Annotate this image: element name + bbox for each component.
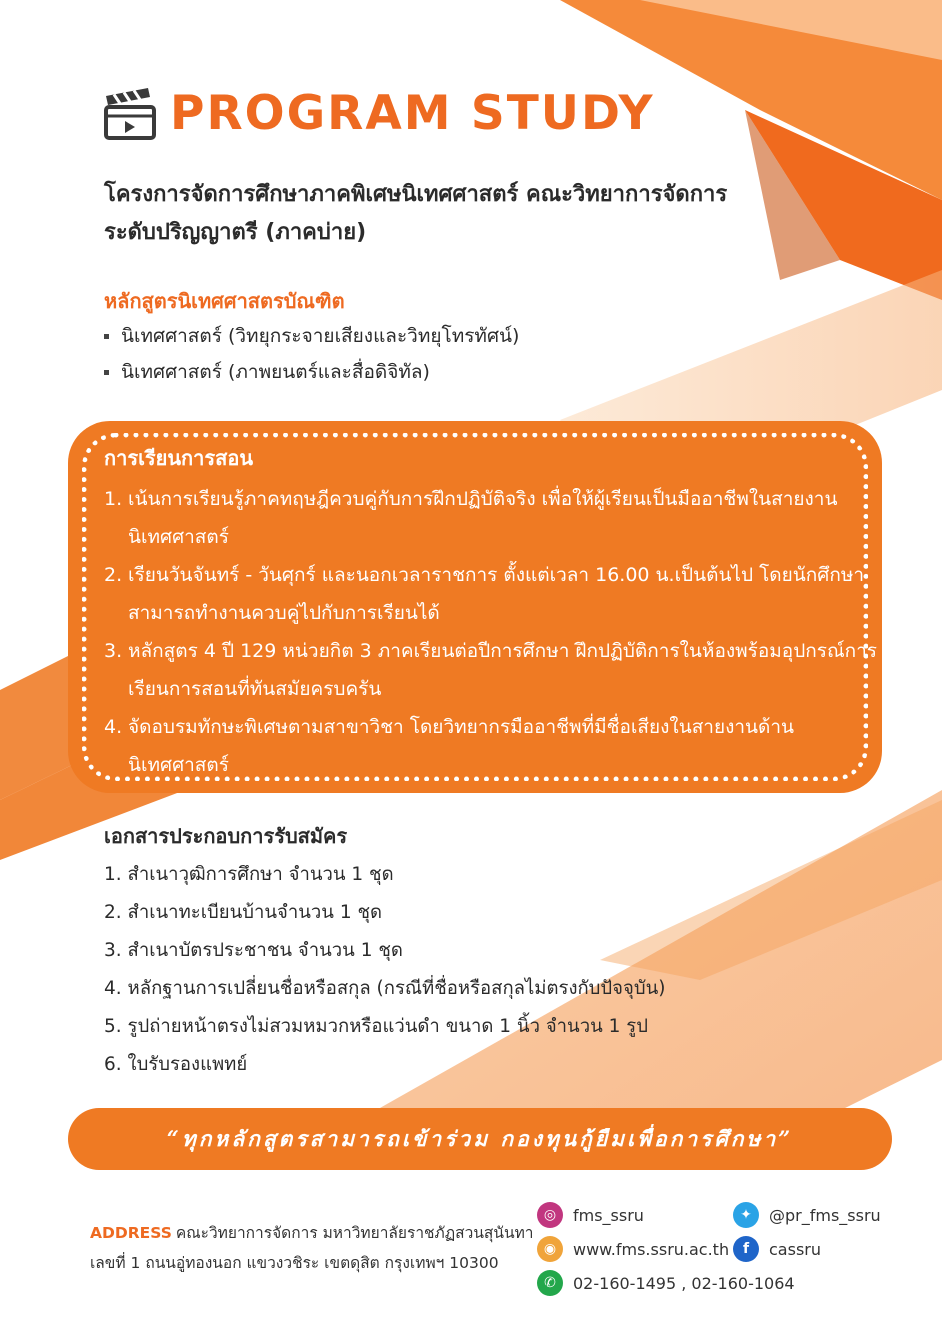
- address-label: ADDRESS: [90, 1224, 172, 1242]
- phone-icon: ✆: [537, 1270, 563, 1296]
- list-item: 1. เน้นการเรียนรู้ภาคทฤษฎีควบคู่กับการฝึกปฏิบัติจริง เพื่อให้ผู้เรียนเป็นมืออาชีพในสายงานนิเทศศาสตร์: [104, 488, 838, 548]
- documents-heading: เอกสารประกอบการรับสมัคร: [104, 824, 348, 848]
- website-icon: ◉: [537, 1236, 563, 1262]
- list-item: 5. รูปถ่ายหน้าตรงไม่สวมหมวกหรือแว่นดำ ขนาด 1 นิ้ว จำนวน 1 รูป: [104, 1016, 648, 1037]
- twitter-contact[interactable]: ✦ @pr_fms_ssru: [733, 1202, 881, 1228]
- list-item: นิเทศศาสตร์ (ภาพยนตร์และสื่อดิจิทัล): [104, 354, 519, 390]
- contacts-block: [537, 1198, 897, 1300]
- address-block: [90, 1218, 534, 1278]
- bullet-icon: [104, 334, 109, 339]
- list-item: 6. ใบรับรองแพทย์: [104, 1054, 248, 1075]
- header: [104, 86, 655, 140]
- list-item: 3. หลักสูตร 4 ปี 129 หน่วยกิต 3 ภาคเรียนต่อปีการศึกษา ฝึกปฏิบัติการในห้องพร้อมอุปกรณ์การเรียนการสอนที่ทันสมัยครบครัน: [104, 640, 877, 700]
- clapperboard-icon: [104, 86, 156, 140]
- instagram-icon: ◎: [537, 1202, 563, 1228]
- list-item: นิเทศศาสตร์ (วิทยุกระจายเสียงและวิทยุโทรทัศน์): [104, 318, 519, 354]
- page-title: PROGRAM STUDY: [170, 85, 655, 141]
- programs-heading: หลักสูตรนิเทศศาสตรบัณฑิต: [104, 289, 345, 313]
- teaching-content: [104, 442, 884, 784]
- address-line-2: เลขที่ 1 ถนนอู่ทองนอก แขวงวชิระ เขตดุสิต กรุงเทพฯ 10300: [90, 1254, 499, 1272]
- loan-fund-banner: [68, 1108, 892, 1170]
- list-item: 3. สำเนาบัตรประชาชน จำนวน 1 ชุด: [104, 940, 403, 961]
- teaching-heading: การเรียนการสอน: [104, 446, 254, 470]
- subtitle-line-1: โครงการจัดการศึกษาภาคพิเศษนิเทศศาสตร์ คณะวิทยาการจัดการ: [104, 182, 728, 207]
- subtitle-line-2: ระดับปริญญาตรี (ภาคบ่าย): [104, 220, 367, 245]
- documents-list: [104, 856, 665, 1084]
- teaching-list: [104, 480, 884, 784]
- list-item: 2. สำเนาทะเบียนบ้านจำนวน 1 ชุด: [104, 902, 383, 923]
- list-item: 1. สำเนาวุฒิการศึกษา จำนวน 1 ชุด: [104, 864, 394, 885]
- documents-section: [104, 820, 665, 1084]
- facebook-icon: f: [733, 1236, 759, 1262]
- instagram-contact[interactable]: ◎ fms_ssru: [537, 1202, 733, 1228]
- twitter-icon: ✦: [733, 1202, 759, 1228]
- list-item: 4. จัดอบรมทักษะพิเศษตามสาขาวิชา โดยวิทยากรมืออาชีพที่มีชื่อเสียงในสายงานด้านนิเทศศาสตร์: [104, 716, 795, 776]
- banner-text: “ทุกหลักสูตรสามารถเข้าร่วม กองทุนกู้ยืมเพื่อการศึกษา”: [166, 1125, 794, 1151]
- list-item: 2. เรียนวันจันทร์ - วันศุกร์ และนอกเวลาราชการ ตั้งแต่เวลา 16.00 น.เป็นต้นไป โดยนักศึกษาสามารถทำงานควบคู่ไปกับการเรียนได้: [104, 564, 865, 624]
- page-subtitle: [104, 176, 727, 252]
- phone-contact[interactable]: ✆ 02-160-1495 , 02-160-1064: [537, 1270, 795, 1296]
- list-item: 4. หลักฐานการเปลี่ยนชื่อหรือสกุล (กรณีที่ชื่อหรือสกุลไม่ตรงกับปัจจุบัน): [104, 978, 666, 999]
- address-line-1: คณะวิทยาการจัดการ มหาวิทยาลัยราชภัฏสวนสุนันทา: [175, 1224, 534, 1242]
- programs-list: [104, 318, 519, 390]
- facebook-contact[interactable]: f cassru: [733, 1236, 821, 1262]
- bullet-icon: [104, 370, 109, 375]
- website-link[interactable]: ◉ www.fms.ssru.ac.th: [537, 1236, 733, 1262]
